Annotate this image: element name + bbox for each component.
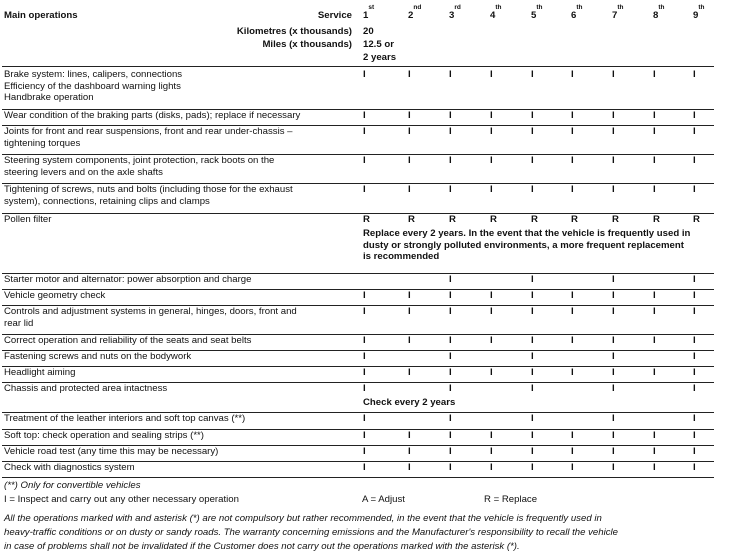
service-5-mark: I: [531, 462, 534, 473]
operation-label: Vehicle road test (any time this may be necessary): [4, 446, 219, 457]
service-9-mark: I: [693, 110, 696, 121]
service-7-mark: I: [612, 413, 615, 424]
service-1-mark: I: [363, 69, 366, 80]
service-2-mark: I: [408, 184, 411, 195]
service-2-mark: I: [408, 306, 411, 317]
service-2-mark: I: [408, 290, 411, 301]
service-8-mark: R: [653, 214, 660, 225]
miles-label: Miles (x thousands): [262, 39, 352, 50]
service-4-mark: I: [490, 306, 493, 317]
operation-label: system), connections, retaining clips and clamps: [4, 195, 210, 207]
service-8-mark: I: [653, 290, 656, 301]
service-9-mark: I: [693, 126, 696, 137]
service-1-mark: I: [363, 110, 366, 121]
service-2-mark: I: [408, 462, 411, 473]
service-5-mark: I: [531, 290, 534, 301]
service-3-mark: I: [449, 110, 452, 121]
service-9-mark: I: [693, 335, 696, 346]
operation-label: Wear condition of the braking parts (disks, pads); replace if necessary: [4, 110, 301, 121]
row-divider: [2, 477, 714, 478]
operation-label: Check with diagnostics system: [4, 462, 135, 473]
service-8-mark: I: [653, 155, 656, 166]
service-9-mark: I: [693, 290, 696, 301]
service-3-mark: I: [449, 126, 452, 137]
service-3-mark: I: [449, 413, 452, 424]
service-8-heading: 8th: [653, 4, 665, 21]
service-8-mark: I: [653, 462, 656, 473]
service-9-mark: I: [693, 367, 696, 378]
service-8-mark: I: [653, 110, 656, 121]
service-5-mark: I: [531, 351, 534, 362]
service-6-mark: I: [571, 462, 574, 473]
header-divider: [2, 66, 714, 67]
operation-label: Efficiency of the dashboard warning lights: [4, 80, 181, 92]
main-operations-heading: Main operations: [4, 10, 78, 21]
row-divider: [2, 289, 714, 290]
row-note: Check every 2 years: [363, 397, 456, 408]
service-4-mark: I: [490, 430, 493, 441]
service-1-heading: 1st: [363, 4, 375, 21]
service-6-heading: 6th: [571, 4, 583, 21]
legend-inspect: I = Inspect and carry out any other necessary operation: [4, 494, 239, 505]
service-5-mark: I: [531, 69, 534, 80]
service-7-mark: I: [612, 126, 615, 137]
operation-label: Headlight aiming: [4, 367, 76, 378]
service-9-mark: I: [693, 383, 696, 394]
service-5-mark: I: [531, 306, 534, 317]
service-4-heading: 4th: [490, 4, 502, 21]
service-3-mark: I: [449, 155, 452, 166]
service-3-mark: I: [449, 430, 452, 441]
service-1-mark: I: [363, 155, 366, 166]
service-1-mark: I: [363, 126, 366, 137]
service-1-mark: R: [363, 214, 370, 225]
service-6-mark: I: [571, 446, 574, 457]
service-8-mark: I: [653, 69, 656, 80]
service-1-km: 20: [363, 26, 374, 37]
service-4-mark: I: [490, 126, 493, 137]
service-6-mark: I: [571, 184, 574, 195]
service-6-mark: I: [571, 155, 574, 166]
service-7-mark: I: [612, 383, 615, 394]
service-4-mark: I: [490, 462, 493, 473]
service-1-mark: I: [363, 335, 366, 346]
service-9-mark: I: [693, 351, 696, 362]
service-7-mark: R: [612, 214, 619, 225]
operation-label: Steering system components, joint protection, rack boots on the: [4, 155, 275, 166]
service-4-mark: R: [490, 214, 497, 225]
service-2-mark: I: [408, 367, 411, 378]
service-3-mark: I: [449, 184, 452, 195]
service-1-mark: I: [363, 306, 366, 317]
service-6-mark: I: [571, 110, 574, 121]
operation-label: rear lid: [4, 317, 34, 329]
service-7-mark: I: [612, 274, 615, 285]
operation-label: tightening torques: [4, 137, 81, 149]
service-5-mark: I: [531, 367, 534, 378]
service-5-mark: R: [531, 214, 538, 225]
service-5-mark: I: [531, 110, 534, 121]
service-7-mark: I: [612, 306, 615, 317]
service-8-mark: I: [653, 184, 656, 195]
service-6-mark: I: [571, 126, 574, 137]
service-7-mark: I: [612, 335, 615, 346]
service-9-mark: I: [693, 274, 696, 285]
service-3-mark: I: [449, 383, 452, 394]
service-5-heading: 5th: [531, 4, 543, 21]
service-6-mark: I: [571, 430, 574, 441]
service-5-mark: I: [531, 446, 534, 457]
service-1-mark: I: [363, 462, 366, 473]
service-5-mark: I: [531, 274, 534, 285]
service-4-mark: I: [490, 290, 493, 301]
service-4-mark: I: [490, 446, 493, 457]
service-2-mark: I: [408, 335, 411, 346]
service-6-mark: I: [571, 69, 574, 80]
service-7-mark: I: [612, 69, 615, 80]
service-9-mark: I: [693, 306, 696, 317]
service-2-mark: I: [408, 69, 411, 80]
operation-label: Controls and adjustment systems in general, hinges, doors, front and: [4, 306, 297, 317]
service-3-mark: I: [449, 290, 452, 301]
operation-label: Tightening of screws, nuts and bolts (including those for the exhaust: [4, 184, 293, 195]
service-5-mark: I: [531, 126, 534, 137]
operation-label: Joints for front and rear suspensions, front and rear under-chassis –: [4, 126, 293, 137]
service-7-mark: I: [612, 446, 615, 457]
service-7-mark: I: [612, 351, 615, 362]
legend-adjust: A = Adjust: [362, 494, 405, 505]
service-1-mark: I: [363, 367, 366, 378]
service-1-mark: I: [363, 290, 366, 301]
convertible-footnote: (**) Only for convertible vehicles: [4, 480, 141, 491]
service-5-mark: I: [531, 184, 534, 195]
service-7-mark: I: [612, 110, 615, 121]
service-5-mark: I: [531, 383, 534, 394]
service-2-mark: I: [408, 155, 411, 166]
service-1-mark: I: [363, 184, 366, 195]
service-8-mark: I: [653, 306, 656, 317]
service-2-mark: I: [408, 430, 411, 441]
service-2-heading: 2nd: [408, 4, 422, 21]
service-3-mark: I: [449, 69, 452, 80]
service-3-mark: R: [449, 214, 456, 225]
operation-label: Correct operation and reliability of the seats and seat belts: [4, 335, 252, 346]
row-note: dusty or strongly polluted environments, a more frequent replacement: [363, 239, 684, 251]
service-9-mark: R: [693, 214, 700, 225]
row-note: is recommended: [363, 251, 440, 262]
service-4-mark: I: [490, 335, 493, 346]
service-9-mark: I: [693, 155, 696, 166]
row-note: Replace every 2 years. In the event that the vehicle is frequently used in: [363, 228, 691, 239]
service-8-mark: I: [653, 367, 656, 378]
service-1-mark: I: [363, 413, 366, 424]
asterisk-note-line-1: All the operations marked with and asterisk (*) are not compulsory but rather recommended, in the event that the vehicle is frequently used in: [4, 513, 602, 524]
service-7-heading: 7th: [612, 4, 624, 21]
kilometres-label: Kilometres (x thousands): [236, 26, 352, 37]
operation-label: Pollen filter: [4, 214, 52, 225]
operation-label: Vehicle geometry check: [4, 290, 106, 301]
service-9-mark: I: [693, 430, 696, 441]
service-5-mark: I: [531, 155, 534, 166]
service-9-heading: 9th: [693, 4, 705, 21]
service-2-mark: I: [408, 446, 411, 457]
operation-label: Chassis and protected area intactness: [4, 383, 168, 394]
service-8-mark: I: [653, 335, 656, 346]
service-3-mark: I: [449, 335, 452, 346]
service-3-mark: I: [449, 274, 452, 285]
service-9-mark: I: [693, 69, 696, 80]
operation-label: Brake system: lines, calipers, connections: [4, 69, 183, 80]
operation-label: Treatment of the leather interiors and soft top canvas (**): [4, 413, 246, 424]
service-7-mark: I: [612, 184, 615, 195]
service-7-mark: I: [612, 155, 615, 166]
row-divider: [2, 366, 714, 367]
service-6-mark: I: [571, 306, 574, 317]
service-1-miles: 12.5 or: [363, 39, 394, 50]
service-4-mark: I: [490, 69, 493, 80]
service-5-mark: I: [531, 335, 534, 346]
legend-replace: R = Replace: [484, 494, 538, 505]
service-8-mark: I: [653, 446, 656, 457]
service-4-mark: I: [490, 367, 493, 378]
service-7-mark: I: [612, 367, 615, 378]
service-5-mark: I: [531, 413, 534, 424]
service-label: Service: [317, 10, 352, 21]
service-1-mark: I: [363, 351, 366, 362]
service-8-mark: I: [653, 430, 656, 441]
service-4-mark: I: [490, 110, 493, 121]
service-3-mark: I: [449, 351, 452, 362]
service-2-mark: R: [408, 214, 415, 225]
service-5-mark: I: [531, 430, 534, 441]
asterisk-note-line-3: in case of problems shall not be invalidated if the Customer does not carry out the operations marked with the asterisk (*).: [4, 541, 520, 552]
service-3-mark: I: [449, 462, 452, 473]
operation-label: Starter motor and alternator: power absorption and charge: [4, 274, 252, 285]
service-6-mark: R: [571, 214, 578, 225]
service-3-mark: I: [449, 367, 452, 378]
service-3-mark: I: [449, 306, 452, 317]
service-7-mark: I: [612, 430, 615, 441]
service-3-mark: I: [449, 446, 452, 457]
service-1-mark: I: [363, 383, 366, 394]
operation-label: Fastening screws and nuts on the bodywork: [4, 351, 192, 362]
service-1-years: 2 years: [363, 52, 397, 63]
operation-label: Soft top: check operation and sealing strips (**): [4, 430, 204, 441]
service-6-mark: I: [571, 290, 574, 301]
service-8-mark: I: [653, 126, 656, 137]
row-divider: [2, 213, 714, 214]
asterisk-note-line-2: heavy-traffic conditions or on dusty or sandy roads. The warranty concerning emissions and the Manufacturer's responsibility to recall the vehicle: [4, 527, 618, 538]
service-9-mark: I: [693, 413, 696, 424]
service-1-mark: I: [363, 430, 366, 441]
service-6-mark: I: [571, 367, 574, 378]
operation-label: Handbrake operation: [4, 92, 94, 103]
service-2-mark: I: [408, 110, 411, 121]
service-9-mark: I: [693, 446, 696, 457]
service-4-mark: I: [490, 155, 493, 166]
service-2-mark: I: [408, 126, 411, 137]
service-3-heading: 3rd: [449, 4, 461, 21]
service-9-mark: I: [693, 184, 696, 195]
service-7-mark: I: [612, 290, 615, 301]
service-9-mark: I: [693, 462, 696, 473]
service-4-mark: I: [490, 184, 493, 195]
service-7-mark: I: [612, 462, 615, 473]
operation-label: steering levers and on the axle shafts: [4, 166, 163, 178]
service-1-mark: I: [363, 446, 366, 457]
service-6-mark: I: [571, 335, 574, 346]
